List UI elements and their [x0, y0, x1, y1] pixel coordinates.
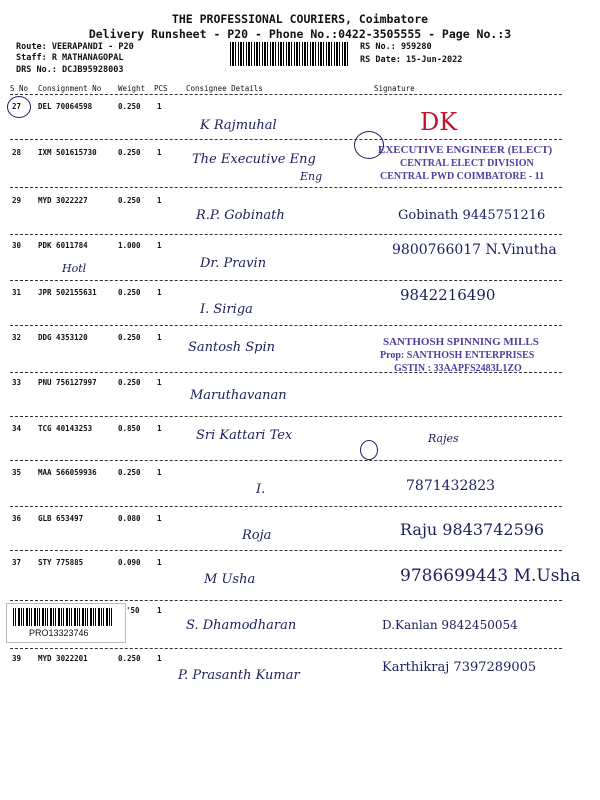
drs-number: DRS No.: DCJB9592800З — [16, 65, 124, 75]
row-weight: 0.250 — [118, 102, 141, 111]
row-consignment: MYD 3022227 — [38, 196, 88, 205]
row-weight: '50 — [126, 606, 140, 615]
consignee-handwriting: Maruthavanan — [190, 388, 287, 403]
row-consignment: DDG 4353120 — [38, 333, 88, 342]
col-consignment: Consignment No — [38, 84, 102, 93]
consignee-handwriting: Sri Kattari Tex — [196, 428, 293, 443]
row-consignment: PDK 6011784 — [38, 241, 88, 250]
divider — [10, 94, 562, 95]
consignee-handwriting: S. Dhamodharan — [186, 618, 297, 633]
row-pcs: 1 — [157, 378, 162, 387]
staff: Staff: R MATHANAGOPAL — [16, 53, 124, 63]
divider — [10, 372, 562, 373]
row-weight: 0.250 — [118, 378, 141, 387]
divider — [10, 416, 562, 417]
barcode-sticker — [6, 603, 126, 643]
row-weight: 0.250 — [118, 333, 141, 342]
row-weight: 0.850 — [118, 424, 141, 433]
row-weight: 0.250 — [118, 654, 141, 663]
divider — [10, 506, 562, 507]
stamp-line: SANTHOSH SPINNING MILLS — [383, 336, 539, 348]
signature: 7871432823 — [406, 478, 496, 494]
row-sno: 33 — [12, 378, 22, 387]
consignee-handwriting: R.P. Gobinath — [196, 208, 285, 223]
circle-mark — [7, 96, 31, 118]
divider — [10, 550, 562, 551]
signature: 9800766017 N.Vinutha — [392, 242, 557, 258]
row-pcs: 1 — [157, 514, 162, 523]
row-pcs: 1 — [157, 606, 162, 615]
divider — [10, 325, 562, 326]
row-weight: 0.250 — [118, 468, 141, 477]
signature: 9786699443 M.Usha — [400, 566, 581, 586]
signature-loop — [354, 131, 384, 159]
rs-date: RS Date: 15-Jun-2022 — [360, 55, 463, 65]
row-pcs: 1 — [157, 468, 162, 477]
consignee-handwriting: Roja — [242, 528, 272, 543]
row-pcs: 1 — [157, 288, 162, 297]
row-consignment: MAA 566059936 — [38, 468, 97, 477]
col-weight: Weight — [118, 84, 146, 93]
row-consignment: PNU 756127997 — [38, 378, 97, 387]
signature: D.Kanlan 9842450054 — [382, 618, 518, 632]
row-sno: 31 — [12, 288, 22, 297]
divider — [10, 187, 562, 188]
consignee-handwriting: I. Siriga — [200, 302, 253, 317]
row-sno: 39 — [12, 654, 22, 663]
row-consignment: IXM 501615730 — [38, 148, 97, 157]
row-sno: 36 — [12, 514, 22, 523]
sticker-code: PRO13323746 — [29, 628, 89, 638]
row-pcs: 1 — [157, 424, 162, 433]
row-pcs: 1 — [157, 654, 162, 663]
row-weight: 0.250 — [118, 288, 141, 297]
col-consignee: Consignee Details — [186, 84, 263, 93]
runsheet-barcode — [230, 42, 348, 66]
col-sno: S No — [10, 84, 29, 93]
row-sno: 27 — [12, 102, 22, 111]
row-consignment: DEL 70064598 — [38, 102, 93, 111]
row-sno: 37 — [12, 558, 22, 567]
divider — [10, 648, 562, 649]
divider — [10, 600, 562, 601]
consignee-handwriting: The Executive Eng — [192, 152, 316, 167]
stamp-line: CENTRAL PWD COIMBATORE - 11 — [380, 171, 545, 182]
row-pcs: 1 — [157, 148, 162, 157]
consignee-handwriting: M Usha — [204, 572, 256, 587]
row-weight: 0.090 — [118, 558, 141, 567]
signature: 9842216490 — [400, 286, 496, 304]
row-consignment: STY 775885 — [38, 558, 84, 567]
stamp-line: CENTRAL ELECT DIVISION — [400, 158, 534, 169]
company-title: THE PROFESSIONAL COURIERS, Coimbatore — [171, 12, 429, 26]
route: Route: VEERAPANDI - P20 — [16, 42, 134, 52]
row-pcs: 1 — [157, 241, 162, 250]
col-pcs: PCS — [154, 84, 168, 93]
signature: Raju 9843742596 — [400, 520, 545, 539]
stamp-line: EXECUTIVE ENGINEER (ELECT) — [378, 144, 553, 156]
row-consignment: GLB 653497 — [38, 514, 84, 523]
rs-number: RS No.: 959280 — [360, 42, 432, 52]
circle-mark — [360, 440, 378, 460]
row-sno: 28 — [12, 148, 22, 157]
row-weight: 0.080 — [118, 514, 141, 523]
row-sno: 35 — [12, 468, 22, 477]
col-signature: Signature — [374, 84, 415, 93]
signature: Rajes — [428, 432, 459, 445]
row-consignment: TCG 40143253 — [38, 424, 93, 433]
consignee-handwriting: Santosh Spin — [188, 340, 276, 355]
row-consignment: JPR 502155631 — [38, 288, 97, 297]
row-pcs: 1 — [157, 196, 162, 205]
divider — [10, 139, 562, 140]
consignee-handwriting: P. Prasanth Kumar — [178, 668, 300, 683]
row-sno: 29 — [12, 196, 22, 205]
signature: Karthikraj 7397289005 — [382, 660, 537, 675]
sticker-barcode — [13, 608, 113, 626]
row-weight: 0.250 — [118, 196, 141, 205]
row-sno: 34 — [12, 424, 22, 433]
divider — [10, 460, 562, 461]
stamp-line: Prop: SANTHOSH ENTERPRISES — [380, 350, 535, 361]
stamp-line: GSTIN : 33AAPFS2483L1ZO — [394, 363, 522, 374]
divider — [10, 280, 562, 281]
row-weight: 1.000 — [118, 241, 141, 250]
divider — [10, 234, 562, 235]
row-pcs: 1 — [157, 558, 162, 567]
row-pcs: 1 — [157, 333, 162, 342]
consignee-handwriting: Dr. Pravin — [200, 256, 267, 271]
signature: Gobinath 9445751216 — [398, 208, 546, 223]
consignee-handwriting: K Rajmuhal — [200, 118, 277, 133]
runsheet-subtitle: Delivery Runsheet - P20 - Phone No.:0422-3505555 - Page No.:3 — [88, 27, 512, 41]
note-handwriting: Hotl — [62, 262, 87, 275]
row-weight: 0.250 — [118, 148, 141, 157]
row-sno: 30 — [12, 241, 22, 250]
row-sno: 32 — [12, 333, 22, 342]
consignee-handwriting-2: Eng — [300, 170, 323, 183]
row-pcs: 1 — [157, 102, 162, 111]
signature: DK — [420, 108, 458, 136]
row-consignment: MYD 3022201 — [38, 654, 88, 663]
consignee-handwriting: I. — [256, 482, 266, 497]
